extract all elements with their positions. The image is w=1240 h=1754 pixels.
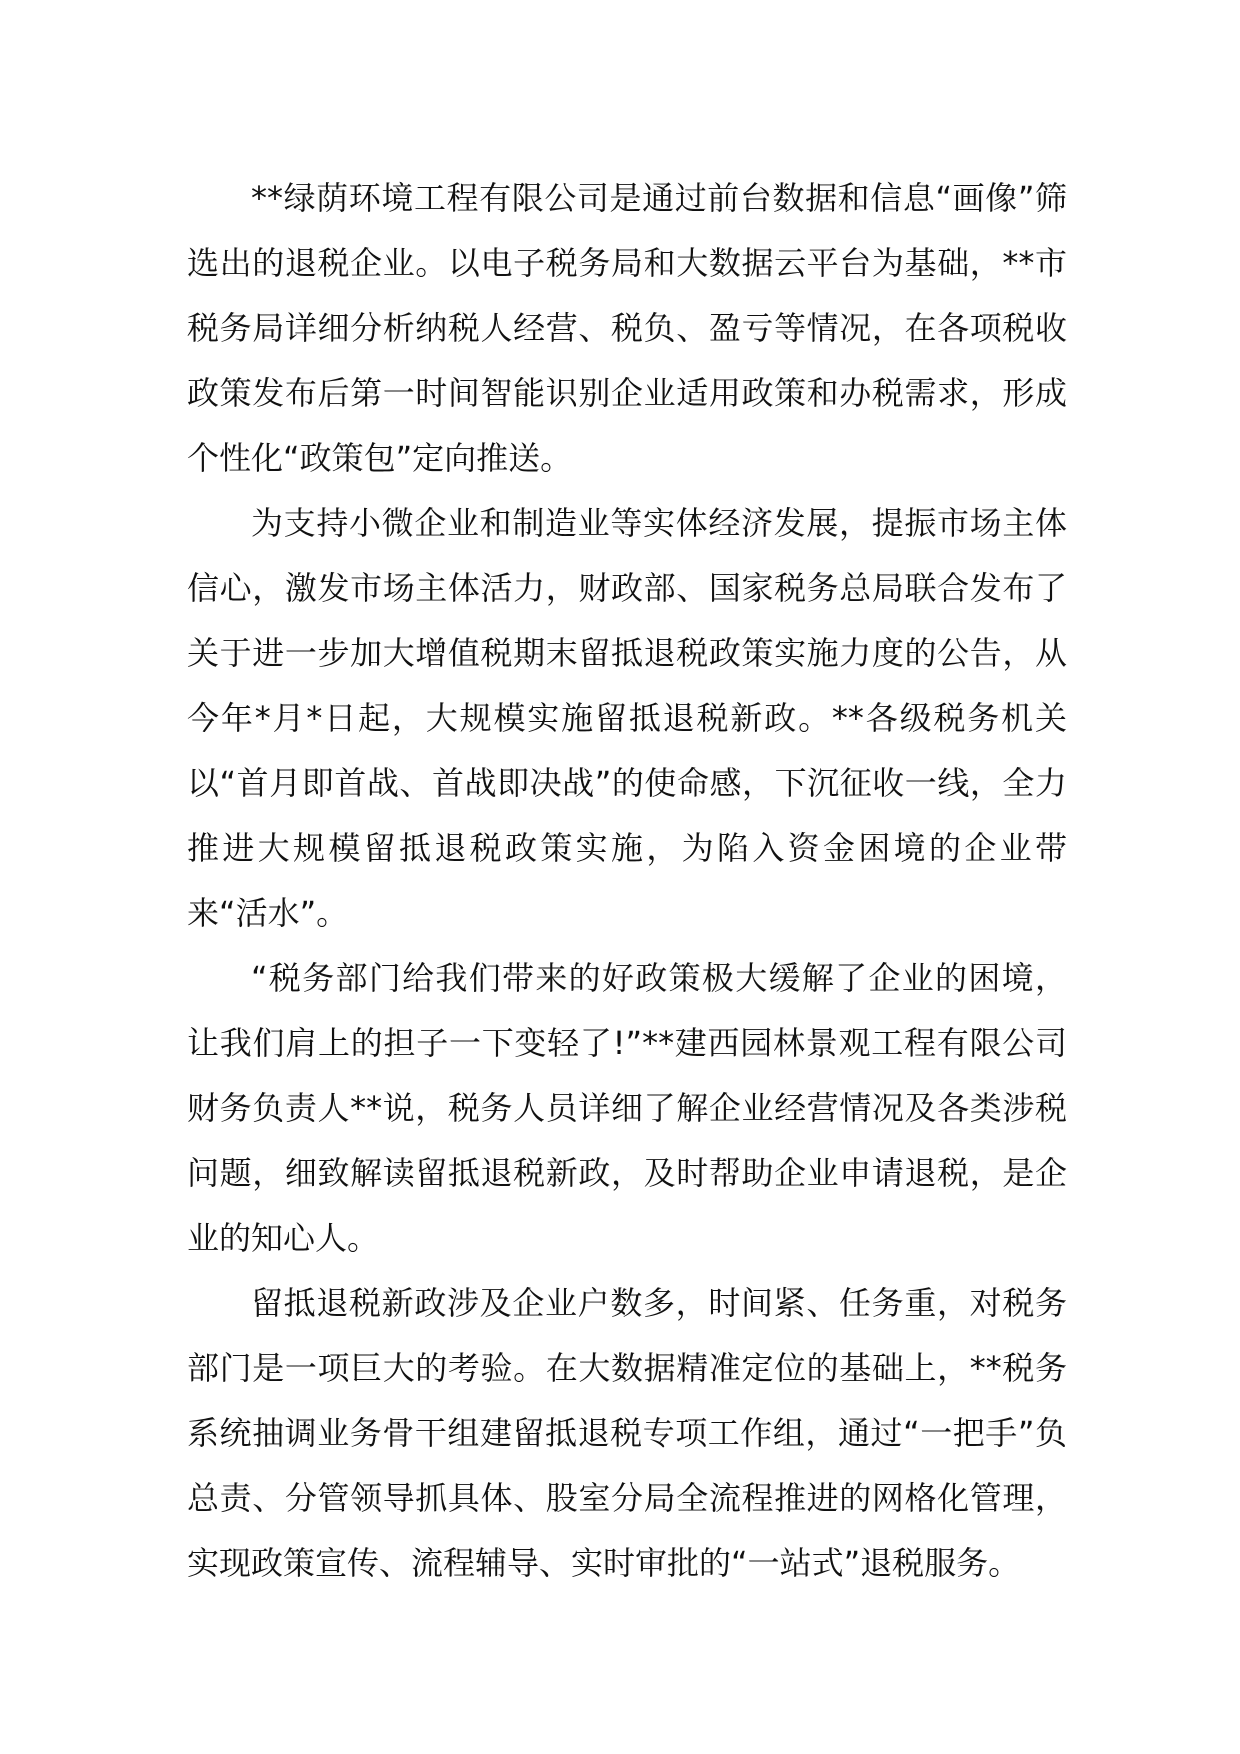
paragraph-2: 为支持小微企业和制造业等实体经济发展，提振市场主体信心，激发市场主体活力，财政部、国家税务总局联合发布了关于进一步加大增值税期末留抵退税政策实施力度的公告，从今年*月*日起，大规模实施留抵退税新政。**各级税务机关以“首月即首战、首战即决战”的使命感，下沉征收一线，全力推进大规模留抵退税政策实施，为陷入资金困境的企业带来“活水”。 xyxy=(187,504,1067,932)
paragraph-3: “税务部门给我们带来的好政策极大缓解了企业的困境，让我们肩上的担子一下变轻了!”**建西园林景观工程有限公司财务负责人**说，税务人员详细了解企业经营情况及各类涉税问题，细致解读留抵退税新政，及时帮助企业申请退税，是企业的知心人。 xyxy=(187,959,1067,1257)
document-body xyxy=(187,166,1067,1596)
paragraph-4: 留抵退税新政涉及企业户数多，时间紧、任务重，对税务部门是一项巨大的考验。在大数据精准定位的基础上，**税务系统抽调业务骨干组建留抵退税专项工作组，通过“一把手”负总责、分管领导抓具体、股室分局全流程推进的网格化管理，实现政策宣传、流程辅导、实时审批的“一站式”退税服务。 xyxy=(187,1284,1067,1582)
paragraph-1: **绿荫环境工程有限公司是通过前台数据和信息“画像”筛选出的退税企业。以电子税务局和大数据云平台为基础，**市税务局详细分析纳税人经营、税负、盈亏等情况，在各项税收政策发布后第一时间智能识别企业适用政策和办税需求，形成个性化“政策包”定向推送。 xyxy=(187,179,1067,477)
